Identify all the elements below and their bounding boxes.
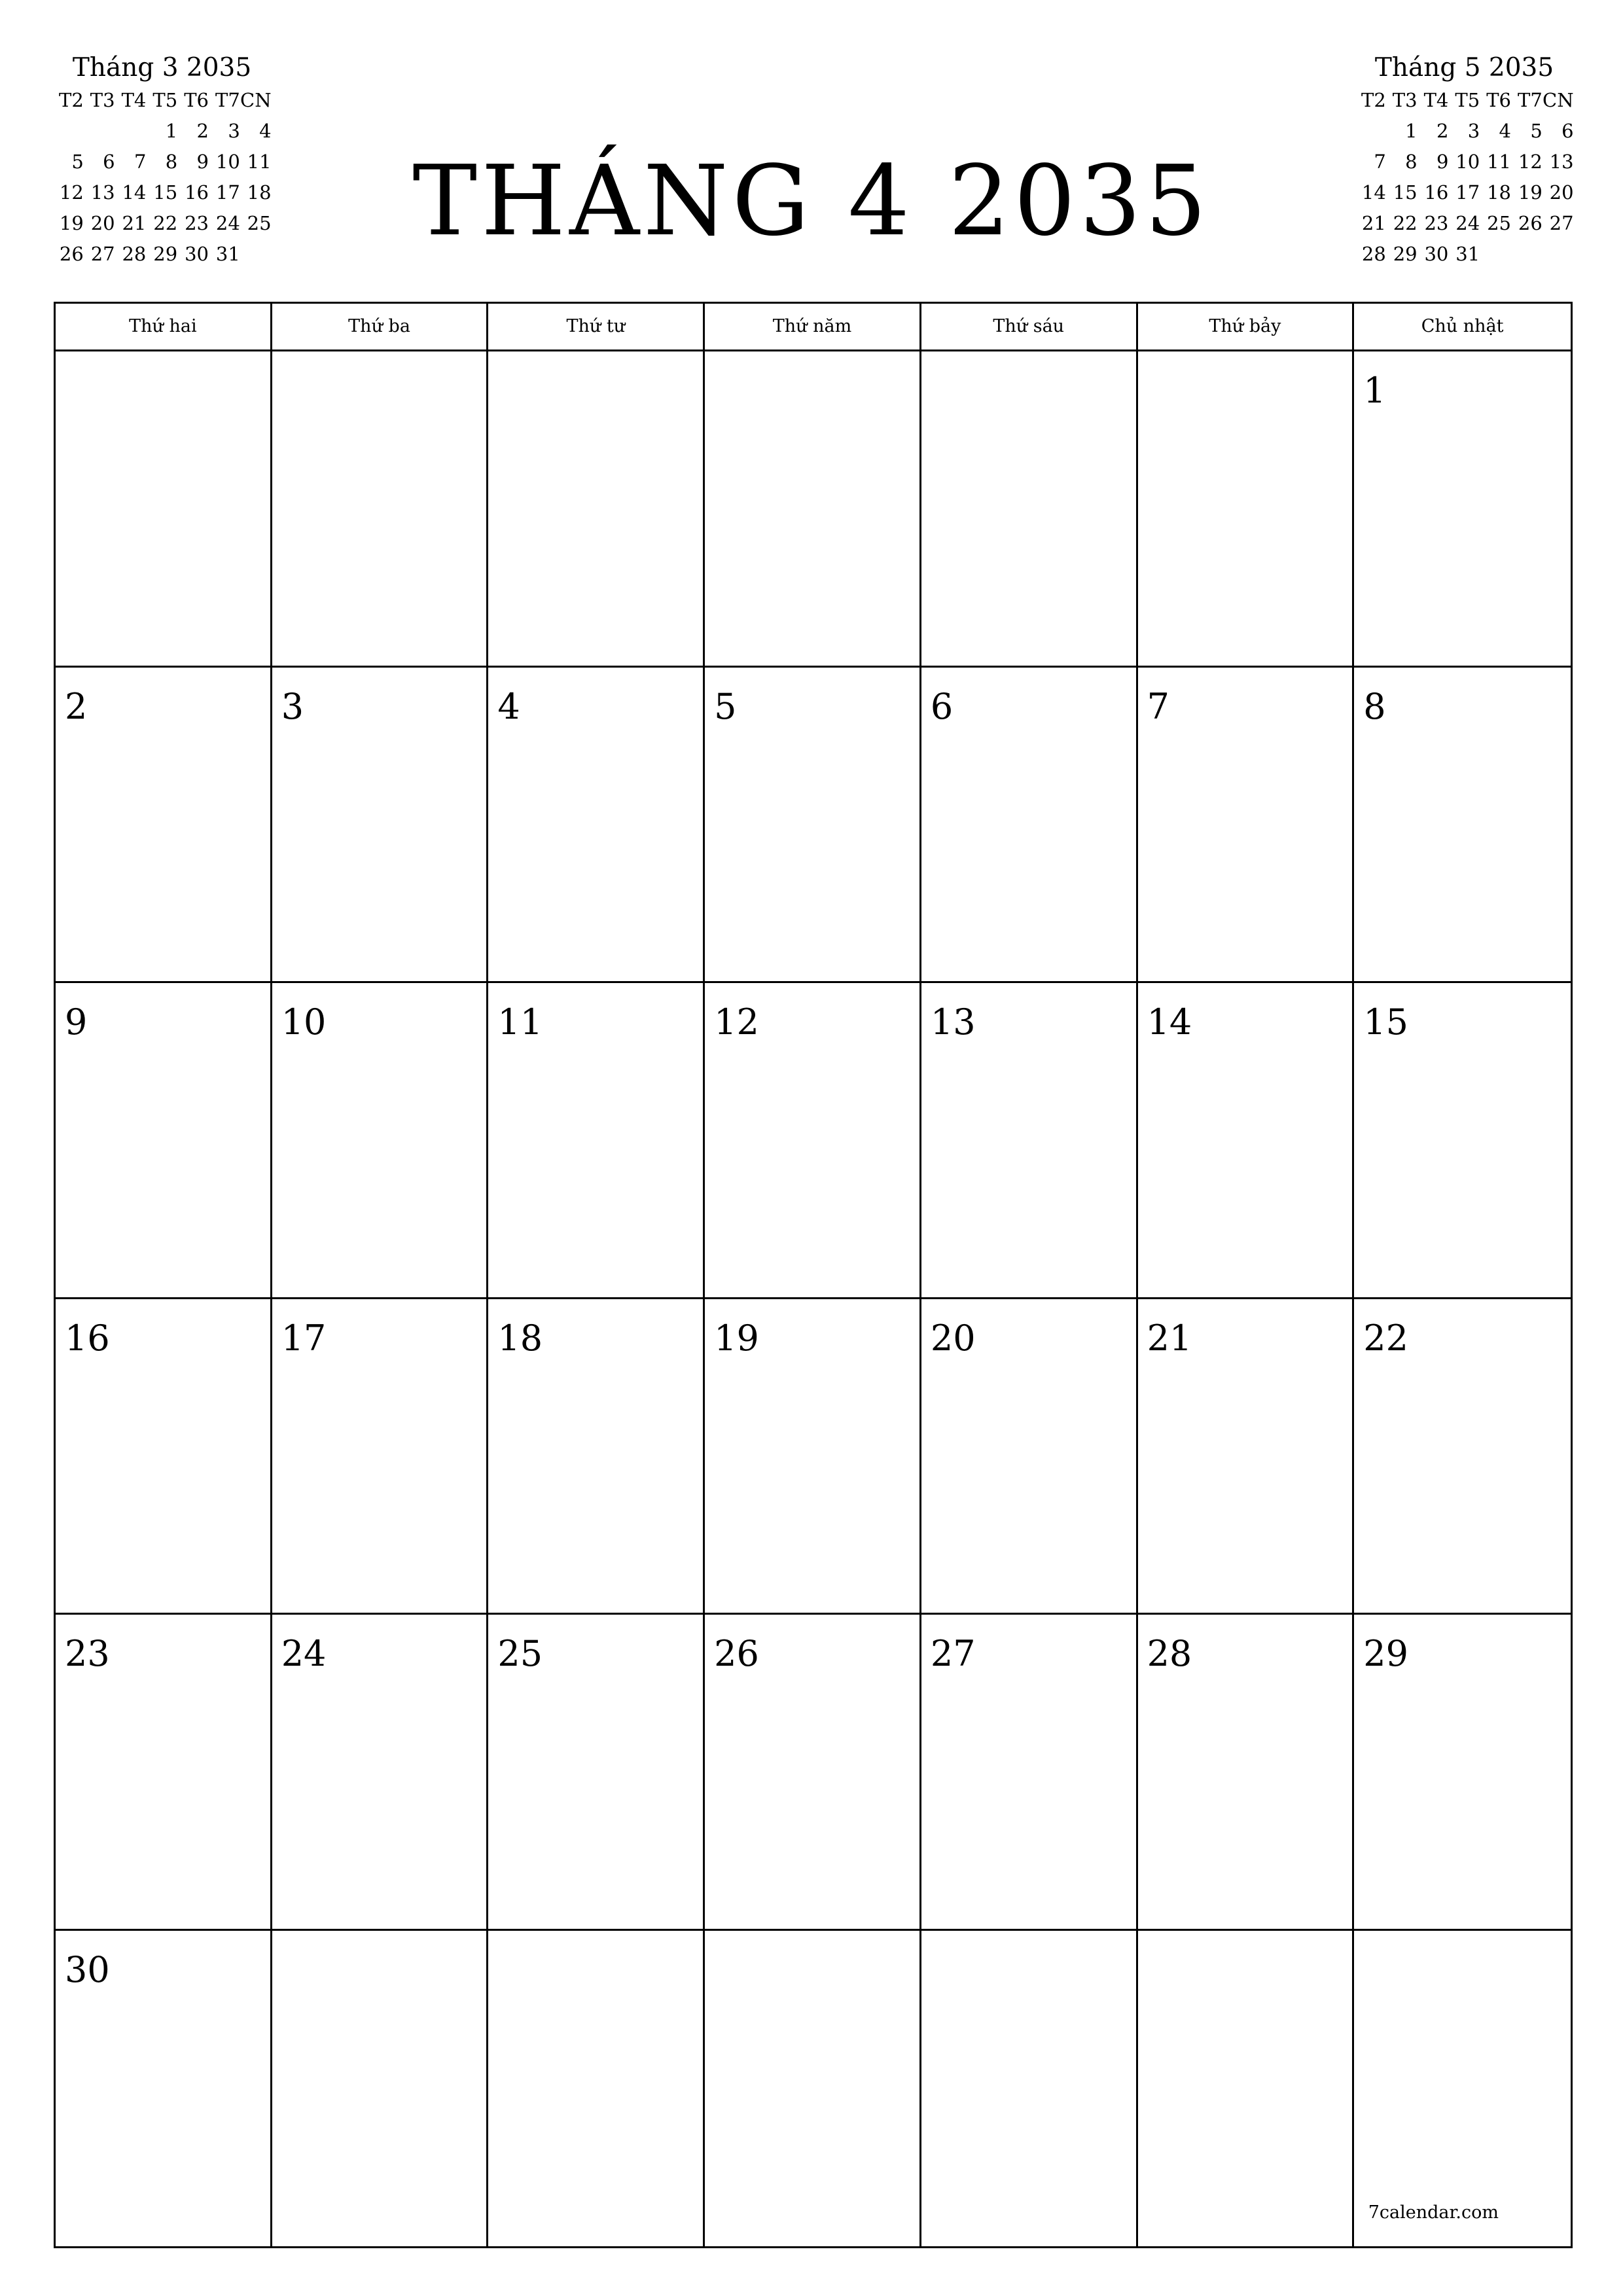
day-grid — [56, 351, 1571, 2246]
day-cell[interactable] — [488, 1299, 705, 1615]
day-number: 9 — [65, 1001, 88, 1043]
day-cell[interactable] — [488, 351, 705, 668]
day-number: 1 — [1363, 370, 1386, 411]
weekday-header: Thứ ba — [272, 304, 489, 350]
day-number: 3 — [281, 685, 304, 727]
mini-day: 9 — [1436, 151, 1449, 173]
mini-weekday-label: T4 — [121, 89, 147, 111]
day-number: 5 — [714, 685, 737, 727]
day-number: 11 — [497, 1001, 543, 1043]
day-number: 23 — [65, 1633, 110, 1674]
mini-day: 3 — [228, 120, 240, 142]
mini-day: 2 — [196, 120, 209, 142]
day-cell[interactable] — [1354, 1931, 1571, 2247]
mini-day: 6 — [1561, 120, 1574, 142]
mini-day: 19 — [59, 212, 84, 234]
day-cell[interactable] — [705, 351, 921, 668]
mini-weekday-label: T7 — [215, 89, 240, 111]
day-cell[interactable] — [488, 983, 705, 1299]
mini-day — [1511, 239, 1543, 270]
day-cell[interactable] — [921, 1931, 1138, 2247]
mini-day: 29 — [153, 243, 178, 265]
mini-day: 28 — [122, 243, 147, 265]
mini-weekday-label: CN — [1543, 89, 1574, 111]
day-cell[interactable] — [488, 1615, 705, 1931]
day-cell[interactable] — [921, 1299, 1138, 1615]
mini-day: 13 — [90, 181, 115, 204]
mini-day: 21 — [122, 212, 147, 234]
mini-day: 3 — [1467, 120, 1480, 142]
day-cell[interactable] — [56, 1931, 272, 2247]
footer-credit: 7calendar.com — [1368, 2202, 1499, 2223]
mini-day: 5 — [1530, 120, 1543, 142]
day-number: 30 — [65, 1948, 110, 1990]
mini-weekday-label: T4 — [1423, 89, 1449, 111]
day-number: 7 — [1147, 685, 1169, 727]
mini-day: 11 — [247, 151, 272, 173]
mini-day: 20 — [1549, 181, 1574, 204]
mini-day: 14 — [122, 181, 147, 204]
day-cell[interactable] — [56, 668, 272, 984]
mini-day: 1 — [165, 120, 178, 142]
mini-day: 7 — [1374, 151, 1386, 173]
day-number: 21 — [1147, 1317, 1192, 1359]
day-cell[interactable] — [705, 668, 921, 984]
day-cell[interactable] — [921, 1615, 1138, 1931]
mini-day: 23 — [185, 212, 209, 234]
mini-day — [1543, 239, 1574, 270]
day-number: 14 — [1147, 1001, 1192, 1043]
day-cell[interactable] — [705, 1931, 921, 2247]
mini-day: 25 — [247, 212, 272, 234]
mini-weekday-label: T5 — [152, 89, 178, 111]
day-number: 4 — [497, 685, 520, 727]
day-cell[interactable] — [1354, 668, 1571, 984]
mini-day: 17 — [215, 181, 240, 204]
day-number: 22 — [1363, 1317, 1408, 1359]
mini-day — [1355, 116, 1386, 147]
mini-day: 21 — [1361, 212, 1386, 234]
day-number: 29 — [1363, 1633, 1408, 1674]
weekday-header: Thứ năm — [705, 304, 921, 350]
day-cell[interactable] — [488, 1931, 705, 2247]
mini-day: 27 — [1549, 212, 1574, 234]
mini-calendar-title: Tháng 3 2035 — [72, 53, 252, 82]
page-title: THÁNG 4 2035 — [412, 145, 1211, 257]
day-cell[interactable] — [272, 983, 489, 1299]
mini-day: 8 — [165, 151, 178, 173]
day-number: 10 — [281, 1001, 327, 1043]
day-number: 12 — [714, 1001, 759, 1043]
mini-day: 1 — [1405, 120, 1418, 142]
mini-day: 12 — [1518, 151, 1543, 173]
mini-day: 16 — [1424, 181, 1449, 204]
mini-day: 24 — [1455, 212, 1480, 234]
day-cell[interactable] — [272, 1615, 489, 1931]
mini-day: 26 — [59, 243, 84, 265]
day-cell[interactable] — [56, 351, 272, 668]
mini-day: 26 — [1518, 212, 1543, 234]
mini-day: 30 — [1424, 243, 1449, 265]
mini-day: 25 — [1487, 212, 1511, 234]
weekday-header-row — [56, 304, 1571, 351]
mini-weekday-label: T6 — [1486, 89, 1511, 111]
mini-day: 13 — [1549, 151, 1574, 173]
mini-weekday-label: T3 — [1392, 89, 1418, 111]
mini-calendar-grid — [1355, 85, 1574, 300]
mini-day: 31 — [215, 243, 240, 265]
weekday-header: Thứ bảy — [1138, 304, 1355, 350]
mini-day: 17 — [1455, 181, 1480, 204]
mini-day: 24 — [215, 212, 240, 234]
weekday-header: Thứ tư — [488, 304, 705, 350]
mini-weekday-label: T6 — [184, 89, 209, 111]
day-number: 24 — [281, 1633, 327, 1674]
mini-day: 10 — [215, 151, 240, 173]
mini-day: 18 — [1487, 181, 1511, 204]
day-cell[interactable] — [1138, 1931, 1355, 2247]
day-number: 6 — [930, 685, 954, 727]
day-cell[interactable] — [921, 983, 1138, 1299]
mini-day: 28 — [1361, 243, 1386, 265]
mini-weekday-label: T2 — [1361, 89, 1386, 111]
weekday-header: Thứ sáu — [921, 304, 1138, 350]
day-cell[interactable] — [705, 983, 921, 1299]
day-cell[interactable] — [1138, 1615, 1355, 1931]
day-cell[interactable] — [56, 1299, 272, 1615]
day-number: 25 — [497, 1633, 543, 1674]
mini-day: 12 — [59, 181, 84, 204]
day-cell[interactable] — [56, 983, 272, 1299]
day-cell[interactable] — [272, 1931, 489, 2247]
mini-day: 4 — [259, 120, 272, 142]
mini-day: 6 — [103, 151, 115, 173]
day-cell[interactable] — [1138, 668, 1355, 984]
day-number: 20 — [930, 1317, 976, 1359]
mini-day: 29 — [1393, 243, 1418, 265]
mini-day — [52, 270, 84, 300]
mini-day: 20 — [90, 212, 115, 234]
mini-day: 10 — [1455, 151, 1480, 173]
mini-day: 19 — [1518, 181, 1543, 204]
mini-day: 16 — [185, 181, 209, 204]
weekday-header: Thứ hai — [56, 304, 272, 350]
mini-day: 30 — [185, 243, 209, 265]
mini-calendar-next — [1355, 51, 1574, 300]
mini-day: 18 — [247, 181, 272, 204]
mini-day: 14 — [1361, 181, 1386, 204]
day-cell[interactable] — [921, 668, 1138, 984]
mini-day — [1355, 270, 1386, 300]
mini-weekday-label: T5 — [1455, 89, 1480, 111]
mini-day: 15 — [153, 181, 178, 204]
mini-day: 22 — [1393, 212, 1418, 234]
mini-weekday-label: T7 — [1517, 89, 1543, 111]
mini-weekday-label: CN — [240, 89, 272, 111]
day-cell[interactable] — [56, 1615, 272, 1931]
day-number: 16 — [65, 1317, 110, 1359]
day-number: 19 — [714, 1317, 759, 1359]
mini-day: 22 — [153, 212, 178, 234]
day-number: 18 — [497, 1317, 543, 1359]
mini-weekday-label: T2 — [59, 89, 84, 111]
day-number: 15 — [1363, 1001, 1408, 1043]
day-number: 28 — [1147, 1633, 1192, 1674]
weekday-header: Chủ nhật — [1421, 316, 1504, 336]
mini-day — [84, 270, 115, 300]
day-cell[interactable] — [488, 668, 705, 984]
day-number: 13 — [930, 1001, 976, 1043]
day-cell[interactable] — [1354, 1615, 1571, 1931]
day-number: 2 — [65, 685, 88, 727]
day-cell[interactable] — [272, 1299, 489, 1615]
day-number: 27 — [930, 1633, 976, 1674]
day-cell[interactable] — [1138, 1299, 1355, 1615]
day-cell[interactable] — [921, 351, 1138, 668]
mini-day: 8 — [1405, 151, 1418, 173]
mini-day: 2 — [1436, 120, 1449, 142]
mini-day: 5 — [71, 151, 84, 173]
mini-day: 23 — [1424, 212, 1449, 234]
day-cell[interactable] — [1354, 983, 1571, 1299]
mini-day: 15 — [1393, 181, 1418, 204]
day-cell[interactable] — [272, 351, 489, 668]
mini-day: 7 — [134, 151, 147, 173]
day-number: 17 — [281, 1317, 327, 1359]
day-cell[interactable] — [1138, 351, 1355, 668]
day-cell[interactable] — [1138, 983, 1355, 1299]
day-number: 26 — [714, 1633, 759, 1674]
month-calendar — [54, 302, 1573, 2248]
mini-day — [1386, 270, 1418, 300]
day-cell[interactable] — [705, 1615, 921, 1931]
mini-day: 31 — [1455, 243, 1480, 265]
day-number: 8 — [1363, 685, 1386, 727]
day-cell[interactable] — [705, 1299, 921, 1615]
mini-day — [1480, 239, 1511, 270]
day-cell[interactable] — [272, 668, 489, 984]
day-cell[interactable] — [1354, 351, 1571, 668]
mini-day: 9 — [196, 151, 209, 173]
mini-day: 11 — [1487, 151, 1511, 173]
mini-calendar-title: Tháng 5 2035 — [1374, 53, 1554, 82]
mini-day: 4 — [1499, 120, 1511, 142]
mini-day: 27 — [90, 243, 115, 265]
mini-weekday-label: T3 — [90, 89, 115, 111]
day-cell[interactable] — [1354, 1299, 1571, 1615]
